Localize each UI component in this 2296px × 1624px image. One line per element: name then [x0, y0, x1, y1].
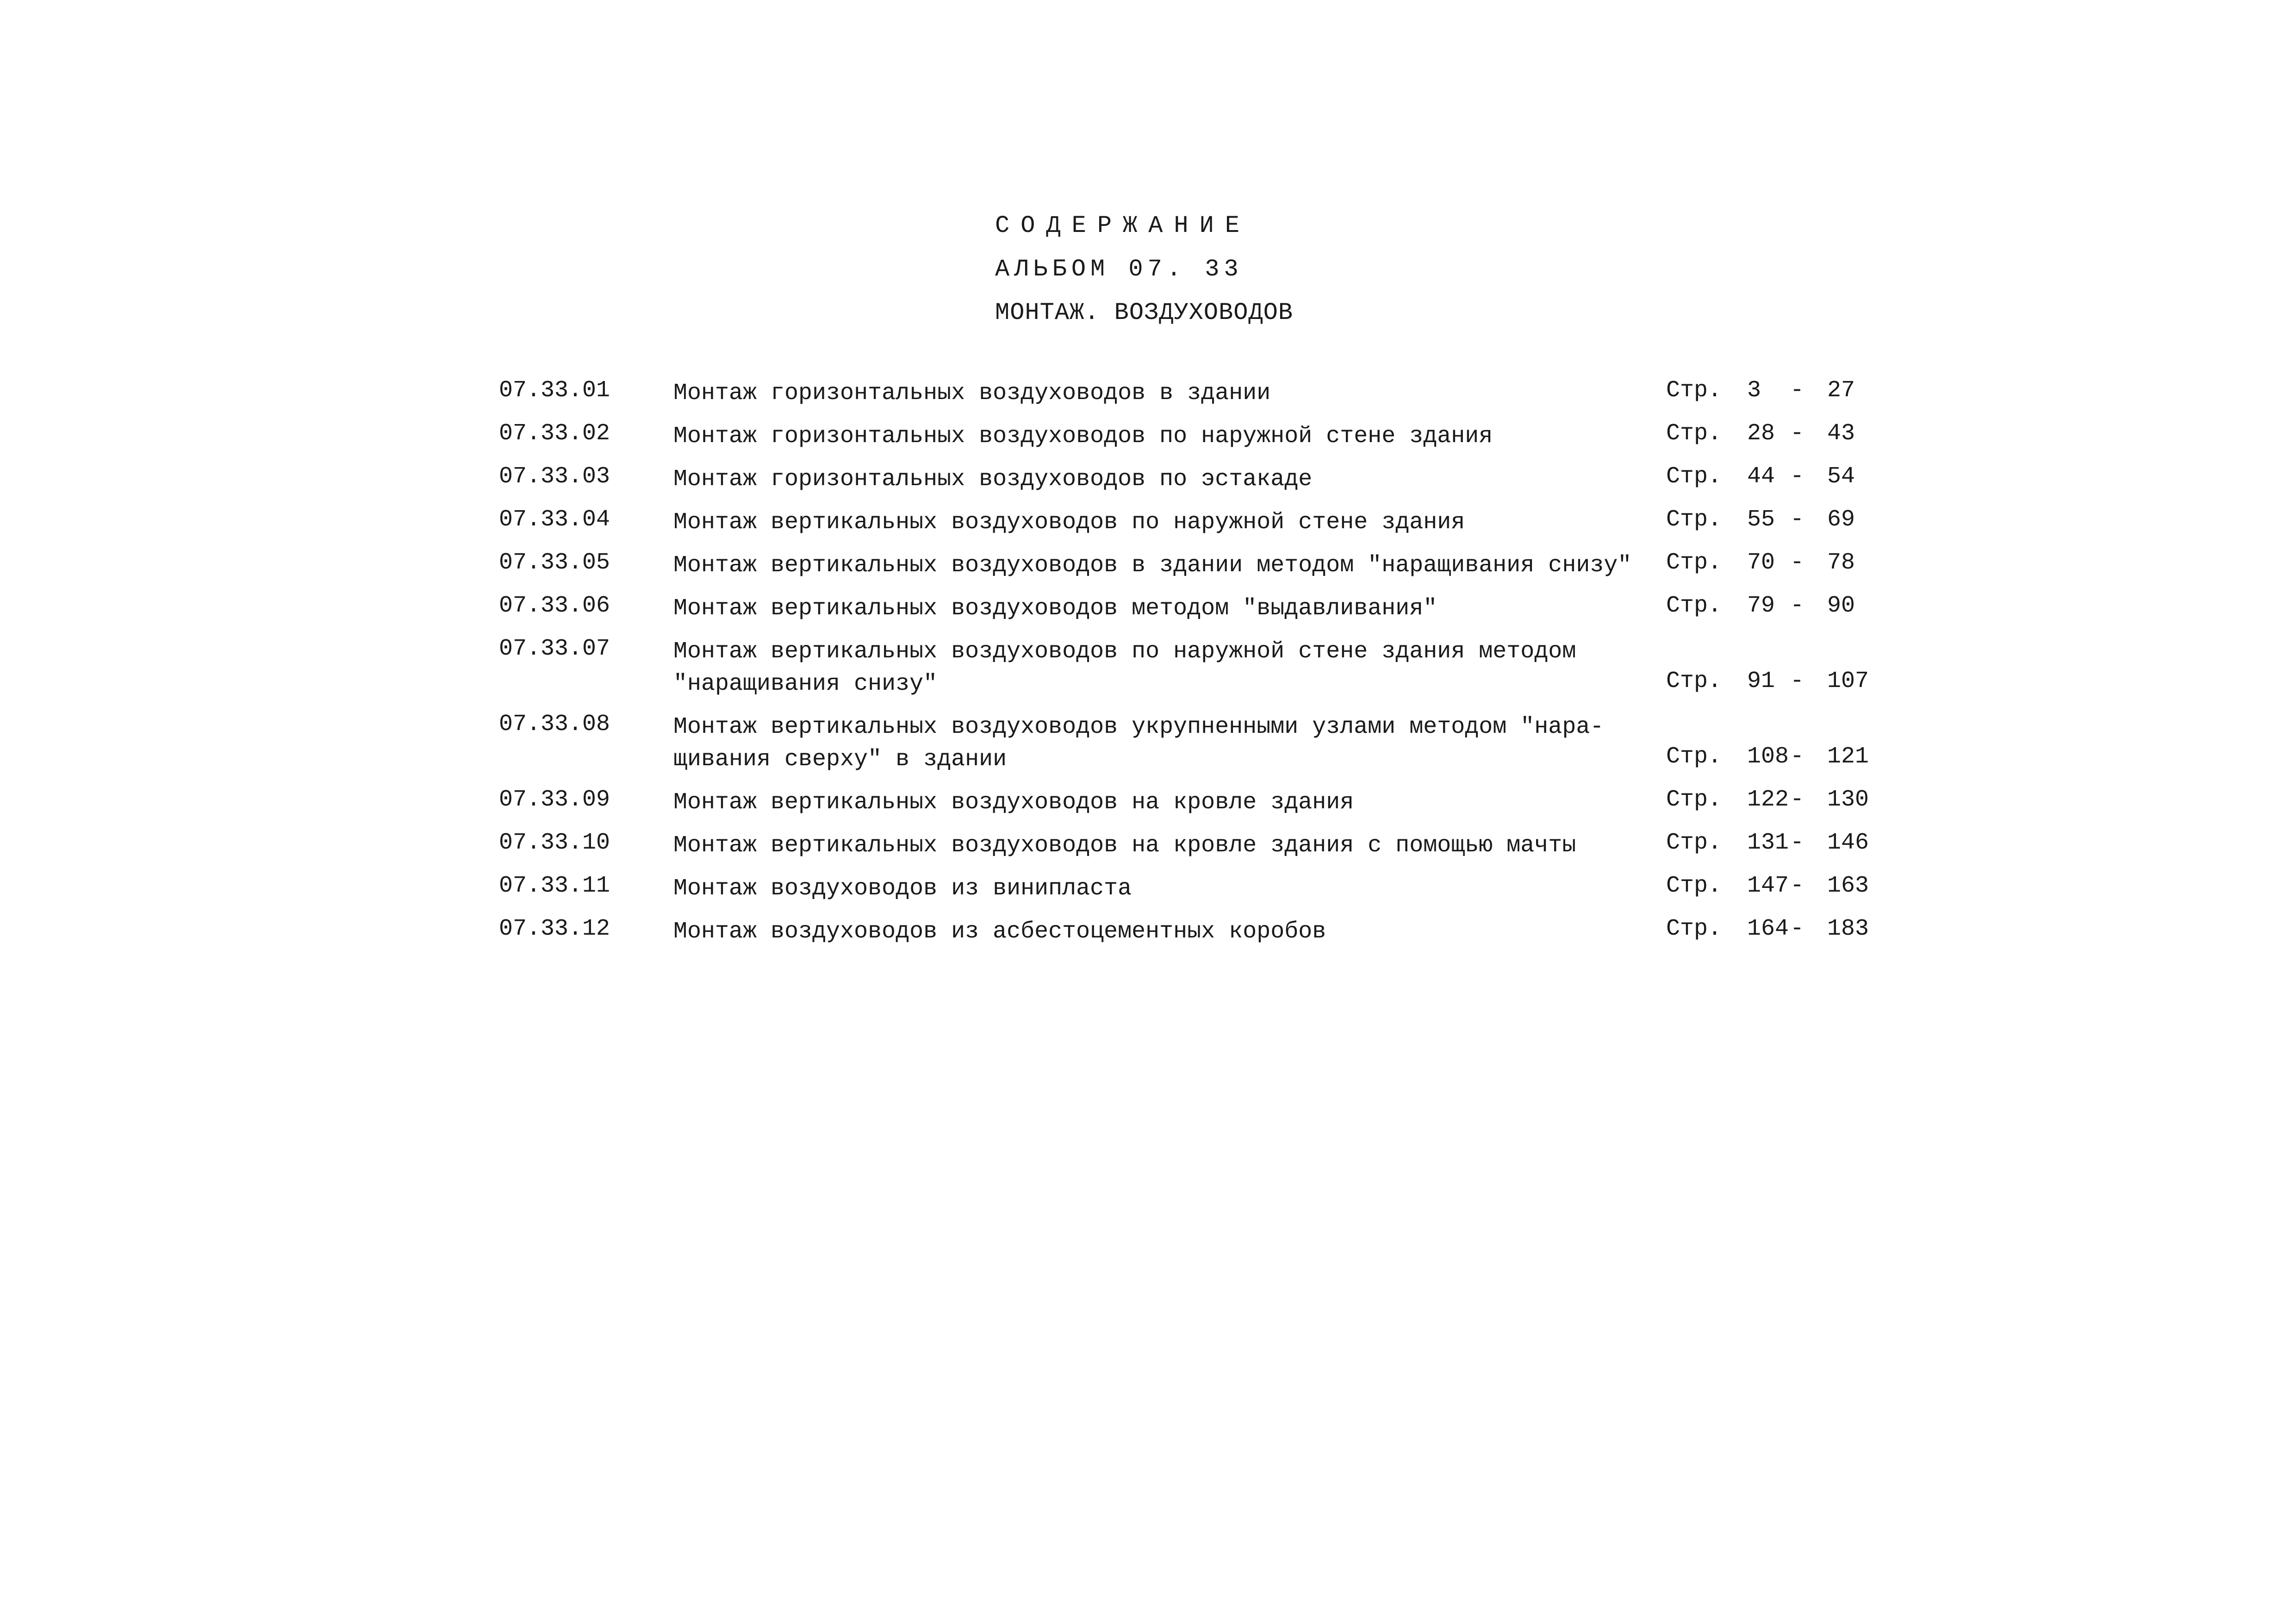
- section-code: 07.33.02: [499, 420, 610, 447]
- page-to: 130: [1827, 787, 1869, 813]
- page-dash: -: [1790, 463, 1804, 490]
- page-to: 27: [1827, 377, 1855, 404]
- section-code: 07.33.11: [499, 873, 610, 899]
- section-title: Монтаж горизонтальных воздуховодов по наружной стене здания: [673, 423, 1493, 450]
- page-label: Стр.: [1666, 873, 1722, 899]
- section-title: Монтаж вертикальных воздуховодов укрупненными узлами методом "нара- щивания сверху" в здании: [673, 714, 1604, 773]
- page-dash: -: [1790, 830, 1804, 856]
- page-dash: -: [1790, 550, 1804, 576]
- page-label: Стр.: [1666, 916, 1722, 942]
- section-title: Монтаж вертикальных воздуховодов на кровле здания с помощью мачты: [673, 832, 1576, 859]
- page-label: Стр.: [1666, 787, 1722, 813]
- page-from: 131: [1747, 830, 1789, 856]
- section-title: Монтаж вертикальных воздуховодов методом "выдавливания": [673, 595, 1437, 622]
- page-label: Стр.: [1666, 550, 1722, 576]
- section-code: 07.33.01: [499, 377, 610, 404]
- page-from: 28: [1747, 420, 1775, 447]
- album-number: АЛЬБОМ 07. 33: [995, 256, 1243, 283]
- page-from: 70: [1747, 550, 1775, 576]
- page-to: 107: [1827, 668, 1869, 694]
- section-title: Монтаж вертикальных воздуховодов на кровле здания: [673, 789, 1354, 816]
- page-dash: -: [1790, 873, 1804, 899]
- page-from: 79: [1747, 593, 1775, 619]
- page-from: 44: [1747, 463, 1775, 490]
- page-label: Стр.: [1666, 743, 1722, 770]
- section-code: 07.33.04: [499, 506, 610, 533]
- page-from: 147: [1747, 873, 1789, 899]
- page-to: 69: [1827, 506, 1855, 533]
- page-label: Стр.: [1666, 668, 1722, 694]
- page-to: 78: [1827, 550, 1855, 576]
- page-label: Стр.: [1666, 830, 1722, 856]
- page-dash: -: [1790, 420, 1804, 447]
- page-from: 108: [1747, 743, 1789, 770]
- page-to: 183: [1827, 916, 1869, 942]
- section-code: 07.33.12: [499, 916, 610, 942]
- page-from: 55: [1747, 506, 1775, 533]
- page-label: Стр.: [1666, 593, 1722, 619]
- page-dash: -: [1790, 506, 1804, 533]
- page-label: Стр.: [1666, 463, 1722, 490]
- section-title: Монтаж горизонтальных воздуховодов в здании: [673, 380, 1271, 406]
- contents-heading: СОДЕРЖАНИЕ: [995, 212, 1251, 239]
- section-title: Монтаж вертикальных воздуховодов по наружной стене здания: [673, 509, 1465, 536]
- section-title: Монтаж горизонтальных воздуховодов по эстакаде: [673, 466, 1313, 493]
- section-title: Монтаж воздуховодов из винипласта: [673, 875, 1132, 902]
- page-dash: -: [1790, 593, 1804, 619]
- section-title: Монтаж вертикальных воздуховодов по наружной стене здания методом "наращивания снизу": [673, 638, 1576, 697]
- page-dash: -: [1790, 743, 1804, 770]
- section-code: 07.33.03: [499, 463, 610, 490]
- page-label: Стр.: [1666, 420, 1722, 447]
- section-code: 07.33.10: [499, 830, 610, 856]
- page-to: 163: [1827, 873, 1869, 899]
- page-to: 146: [1827, 830, 1869, 856]
- page-dash: -: [1790, 916, 1804, 942]
- page-from: 122: [1747, 787, 1789, 813]
- section-title: Монтаж вертикальных воздуховодов в здании методом "наращивания снизу": [673, 552, 1632, 579]
- page-from: 3: [1747, 377, 1761, 404]
- page-label: Стр.: [1666, 506, 1722, 533]
- section-code: 07.33.06: [499, 593, 610, 619]
- section-code: 07.33.05: [499, 550, 610, 576]
- section-code: 07.33.07: [499, 636, 610, 662]
- page-to: 90: [1827, 593, 1855, 619]
- page-to: 121: [1827, 743, 1869, 770]
- page-dash: -: [1790, 668, 1804, 694]
- section-code: 07.33.08: [499, 711, 610, 737]
- page-to: 43: [1827, 420, 1855, 447]
- section-title: Монтаж воздуховодов из асбестоцементных коробов: [673, 918, 1326, 945]
- page-from: 91: [1747, 668, 1775, 694]
- page-to: 54: [1827, 463, 1855, 490]
- page-from: 164: [1747, 916, 1789, 942]
- page-dash: -: [1790, 787, 1804, 813]
- album-subject: МОНТАЖ. ВОЗДУХОВОДОВ: [995, 299, 1294, 326]
- section-code: 07.33.09: [499, 787, 610, 813]
- page-dash: -: [1790, 377, 1804, 404]
- page-label: Стр.: [1666, 377, 1722, 404]
